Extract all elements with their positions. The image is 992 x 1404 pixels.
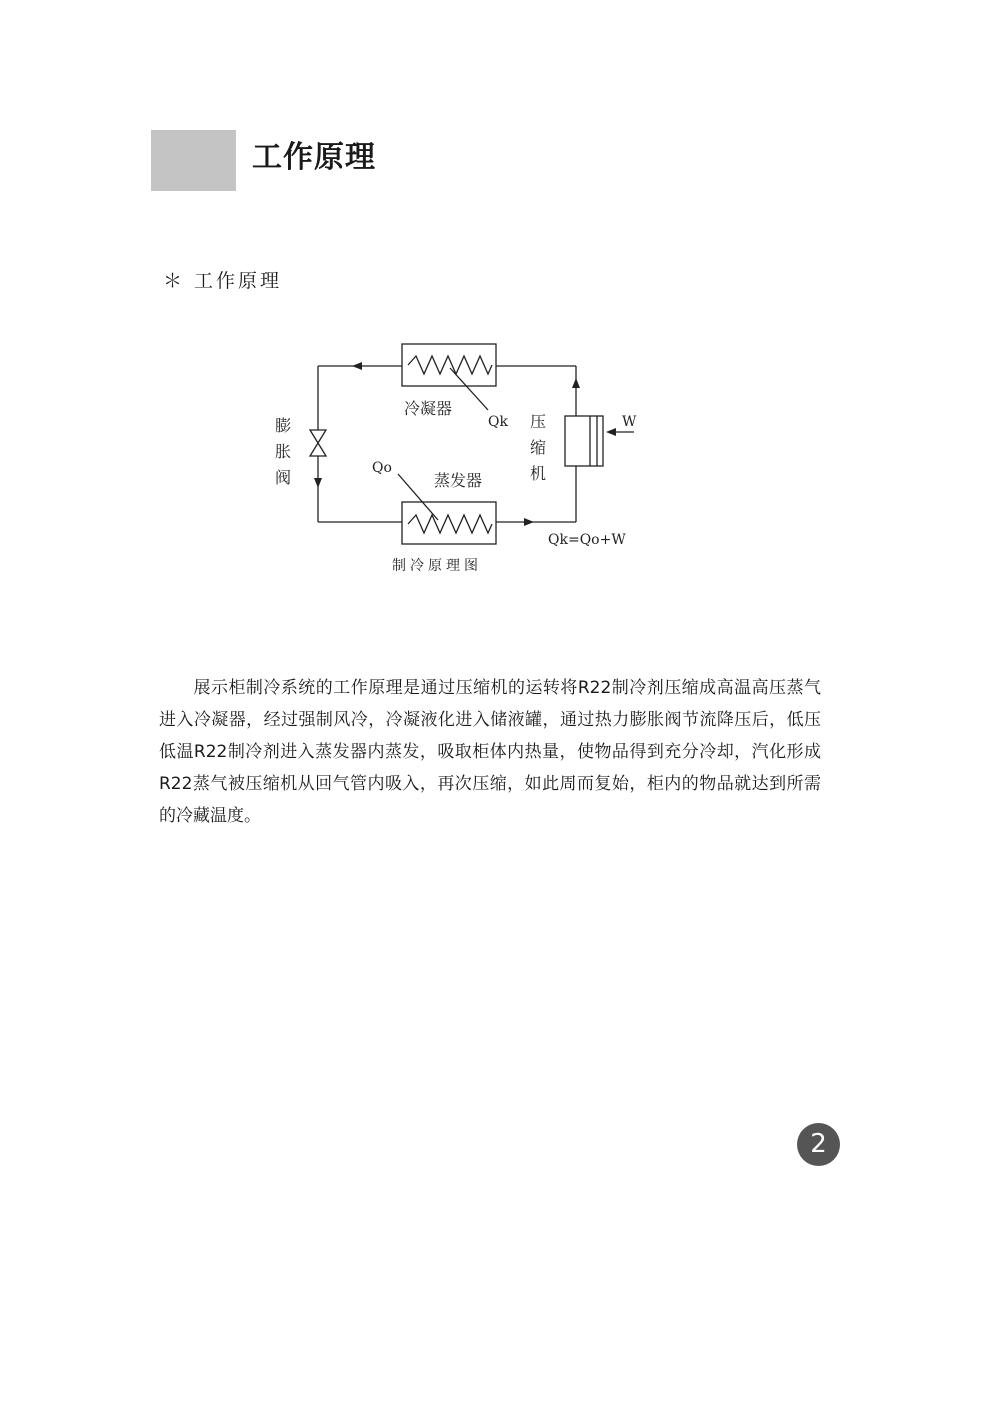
body-paragraph	[159, 672, 821, 832]
condenser-coil	[408, 356, 492, 374]
condenser-label: 冷凝器	[404, 399, 453, 418]
arrow-right-up	[572, 378, 580, 388]
diagram-caption: 制冷原理图	[392, 558, 482, 574]
condenser-box	[402, 344, 496, 386]
expansion-valve	[310, 430, 326, 456]
arrow-top	[352, 362, 362, 370]
title-gray-block	[151, 130, 236, 191]
section-heading: ＊ 工作原理	[163, 270, 283, 292]
arrow-left-down	[314, 478, 322, 488]
valve-label-1: 膨	[275, 416, 292, 435]
compressor-label-2: 缩	[530, 438, 547, 457]
evaporator-box	[402, 502, 496, 544]
evaporator-coil	[408, 515, 492, 533]
arrow-bottom	[524, 518, 534, 526]
qo-leader	[398, 474, 438, 520]
equation-label: Qk=Qo+W	[548, 532, 626, 548]
page-number-badge: 2	[797, 1123, 840, 1166]
qo-label: Qo	[372, 460, 392, 476]
valve-label-3: 阀	[275, 468, 292, 487]
page-title: 工作原理	[252, 140, 376, 175]
compressor-label-1: 压	[530, 412, 547, 431]
valve-label-2: 胀	[275, 442, 292, 461]
compressor-label-3: 机	[530, 464, 547, 483]
body-paragraph-text: 展示柜制冷系统的工作原理是通过压缩机的运转将R22制冷剂压缩成高温高压蒸气进入冷凝器，经过强制风冷，冷凝液化进入储液罐，通过热力膨胀阀节流降压后，低压低温R22制冷剂进入蒸发器内蒸发，吸取柜体内热量，使物品得到充分冷却，汽化形成R22蒸气被压缩机从回气管内吸入，再次压缩，如此周而复始，柜内的物品就达到所需的冷藏温度。	[159, 678, 821, 826]
refrigeration-diagram	[262, 330, 662, 580]
w-label: W	[622, 414, 637, 430]
qk-leader	[450, 368, 488, 410]
qk-label: Qk	[488, 414, 508, 430]
evaporator-label: 蒸发器	[434, 471, 483, 490]
arrow-w	[606, 428, 616, 436]
